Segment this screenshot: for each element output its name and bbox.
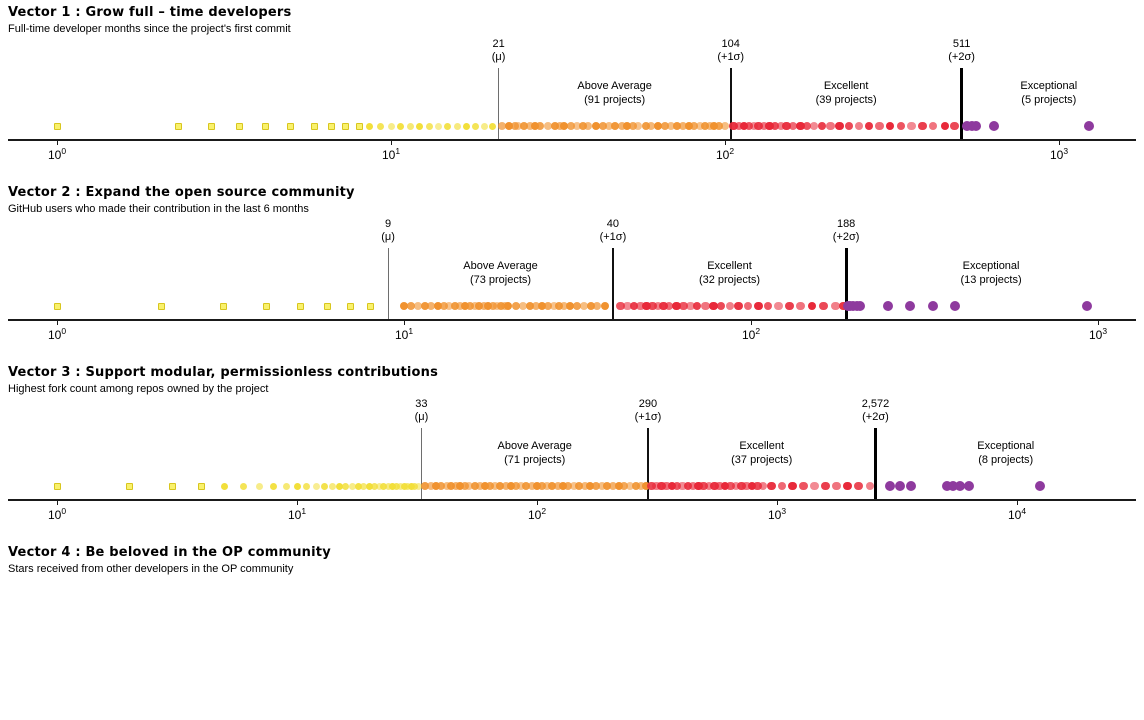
data-point-square <box>287 123 294 130</box>
zone-count: (37 projects) <box>731 454 793 466</box>
data-point-square <box>198 483 205 490</box>
data-point-square <box>311 123 318 130</box>
data-point <box>721 122 729 130</box>
zone-name: Exceptional <box>1020 80 1078 92</box>
data-point <box>377 123 384 130</box>
s2-line <box>874 428 877 500</box>
s1-value: 40 <box>606 218 620 230</box>
data-point <box>744 302 753 311</box>
data-point <box>883 301 893 311</box>
zone-name: Exceptional <box>962 260 1020 272</box>
data-point <box>601 302 609 310</box>
data-point <box>221 483 228 490</box>
data-point <box>774 302 783 311</box>
x-axis-tick-label: $10^3$ <box>1088 326 1108 342</box>
data-point <box>831 302 840 311</box>
s1-value: 290 <box>638 398 658 410</box>
data-point-square <box>54 483 61 490</box>
data-point <box>928 301 938 311</box>
x-axis-tick <box>751 321 752 325</box>
vector-2-section <box>0 180 1144 360</box>
data-point <box>388 123 395 130</box>
zone-count: (8 projects) <box>978 454 1034 466</box>
data-point <box>971 121 981 131</box>
data-point <box>283 483 290 490</box>
x-axis-tick <box>1098 321 1099 325</box>
data-point <box>799 482 808 491</box>
data-point <box>918 122 927 131</box>
data-point <box>826 122 835 131</box>
data-point-square <box>262 123 269 130</box>
data-point-square <box>324 303 331 310</box>
data-point-square <box>54 123 61 130</box>
data-point <box>855 122 864 131</box>
data-point <box>593 302 601 310</box>
x-axis-tick <box>537 501 538 505</box>
x-axis-tick <box>57 141 58 145</box>
s2-value: 188 <box>836 218 856 230</box>
s1-threshold-label <box>600 218 627 244</box>
data-point <box>810 482 819 491</box>
data-point <box>819 302 828 311</box>
s1-threshold-label <box>635 398 662 424</box>
data-point-square <box>236 123 243 130</box>
x-axis-tick-label: $10^3$ <box>767 506 787 522</box>
data-point-square <box>297 303 304 310</box>
zone-name: Above Average <box>463 260 538 272</box>
vector-4-section <box>0 540 1144 720</box>
chart-subtitle: Highest fork count among repos owned by the project <box>8 383 269 395</box>
data-point <box>726 302 735 311</box>
chart-title: Vector 3 : Support modular, permissionless contributions <box>8 365 439 380</box>
zone-label-exceptional <box>977 439 1034 467</box>
mu-threshold-label <box>492 38 506 64</box>
data-point <box>416 123 423 130</box>
s1-tag: (+1σ) <box>634 411 662 423</box>
data-point <box>717 302 726 311</box>
data-point <box>407 123 414 130</box>
s2-threshold-label <box>833 218 860 244</box>
data-point <box>270 483 277 490</box>
x-axis-tick-label: $10^2$ <box>527 506 547 522</box>
data-point <box>734 302 743 311</box>
chart-subtitle: GitHub users who made their contribution in the last 6 months <box>8 203 309 215</box>
zone-label-above-average <box>463 259 537 287</box>
x-axis-tick <box>391 141 392 145</box>
s2-tag: (+2σ) <box>948 51 975 63</box>
x-axis-tick-label: $10^3$ <box>1049 146 1069 162</box>
x-axis-tick <box>1059 141 1060 145</box>
data-point-square <box>342 123 349 130</box>
data-point-square <box>367 303 374 310</box>
s1-tag: (+1σ) <box>599 231 627 243</box>
chart-title: Vector 2 : Expand the open source community <box>8 185 355 200</box>
data-point <box>764 302 773 311</box>
x-axis-line <box>8 499 1136 501</box>
zone-label-excellent <box>699 259 760 287</box>
s1-threshold-label <box>717 38 744 64</box>
data-point <box>832 482 841 491</box>
chart-subtitle: Full-time developer months since the project's first commit <box>8 23 291 35</box>
data-point-square <box>126 483 133 490</box>
mu-threshold-label <box>415 398 429 424</box>
data-point <box>855 301 865 311</box>
x-axis-tick <box>57 501 58 505</box>
data-point <box>256 483 263 490</box>
x-axis-tick <box>57 321 58 325</box>
zone-count: (32 projects) <box>698 274 761 286</box>
data-point <box>313 483 320 490</box>
data-point <box>989 121 999 131</box>
s1-tag: (+1σ) <box>717 51 745 63</box>
data-point-square <box>220 303 227 310</box>
data-point-square <box>175 123 182 130</box>
zone-count: (5 projects) <box>1021 94 1077 106</box>
mu-tag: (μ) <box>414 411 429 423</box>
zone-label-above-average <box>577 79 651 107</box>
zone-name: Excellent <box>823 80 869 92</box>
zone-name: Above Average <box>577 80 652 92</box>
data-point <box>854 482 863 491</box>
data-point <box>895 481 905 491</box>
data-point <box>875 122 884 131</box>
data-point <box>444 123 451 130</box>
data-point <box>886 122 895 131</box>
s2-tag: (+2σ) <box>862 411 889 423</box>
data-point <box>821 482 830 491</box>
s2-threshold-label <box>948 38 975 64</box>
data-point <box>489 123 496 130</box>
x-axis-tick <box>404 321 405 325</box>
data-point <box>1035 481 1045 491</box>
x-axis-tick <box>725 141 726 145</box>
zone-label-above-average <box>497 439 571 467</box>
data-point <box>941 122 950 131</box>
data-point <box>463 123 470 130</box>
zone-name: Above Average <box>497 440 572 452</box>
data-point-square <box>347 303 354 310</box>
data-point <box>321 483 328 490</box>
data-point <box>1084 121 1094 131</box>
data-point <box>481 123 488 130</box>
data-point <box>767 482 776 491</box>
data-point-square <box>356 123 363 130</box>
zone-label-exceptional <box>1020 79 1077 107</box>
zone-name: Excellent <box>739 440 785 452</box>
data-point <box>964 481 974 491</box>
data-point <box>808 302 817 311</box>
data-point <box>950 301 960 311</box>
vector-3-section <box>0 360 1144 540</box>
zone-name: Excellent <box>707 260 752 272</box>
data-point <box>329 483 336 490</box>
data-point <box>885 481 895 491</box>
x-axis-tick-label: $10^2$ <box>715 146 735 162</box>
data-point <box>397 123 404 130</box>
data-point <box>897 122 906 131</box>
chart-title: Vector 4 : Be beloved in the OP community <box>8 545 331 560</box>
x-axis-tick <box>1017 501 1018 505</box>
x-axis-line <box>8 319 1136 321</box>
zone-count: (91 projects) <box>584 94 646 106</box>
data-point <box>472 123 479 130</box>
zone-label-excellent <box>731 439 792 467</box>
zone-label-exceptional <box>960 259 1021 287</box>
x-axis-tick-label: $10^0$ <box>47 326 67 342</box>
data-point <box>905 301 915 311</box>
x-axis-tick-label: $10^4$ <box>1007 506 1027 522</box>
zone-name: Exceptional <box>977 440 1035 452</box>
data-point <box>366 123 373 130</box>
mu-value: 21 <box>492 38 505 50</box>
data-point <box>1082 301 1092 311</box>
x-axis-tick-label: $10^1$ <box>394 326 414 342</box>
data-point <box>843 482 852 491</box>
s2-value: 2,572 <box>861 398 890 410</box>
data-point <box>435 123 442 130</box>
data-point <box>693 302 702 311</box>
data-point <box>818 122 827 131</box>
data-point <box>294 483 301 490</box>
mu-tag: (μ) <box>381 231 395 243</box>
x-axis-tick-label: $10^1$ <box>287 506 307 522</box>
data-point <box>865 122 874 131</box>
s1-value: 104 <box>721 38 740 50</box>
data-point <box>835 122 844 131</box>
data-point <box>950 122 959 131</box>
data-point <box>426 123 433 130</box>
zone-count: (71 projects) <box>504 454 566 466</box>
x-axis-tick-label: $10^0$ <box>47 146 67 162</box>
chart-title: Vector 1 : Grow full – time developers <box>8 5 292 20</box>
s2-threshold-label <box>862 398 890 424</box>
mu-value: 9 <box>385 218 392 230</box>
data-point <box>907 122 916 131</box>
mu-value: 33 <box>415 398 428 410</box>
x-axis-tick-label: $10^0$ <box>47 506 67 522</box>
data-point <box>454 123 461 130</box>
data-point <box>906 481 916 491</box>
data-point <box>754 302 763 311</box>
data-point-square <box>328 123 335 130</box>
x-axis-tick <box>297 501 298 505</box>
data-point <box>845 122 854 131</box>
mu-line <box>388 248 389 320</box>
data-point <box>778 482 787 491</box>
data-point <box>929 122 938 131</box>
x-axis-tick-label: $10^1$ <box>381 146 401 162</box>
data-point-square <box>208 123 215 130</box>
zone-count: (39 projects) <box>815 94 877 106</box>
x-axis-tick-label: $10^2$ <box>741 326 761 342</box>
data-point <box>785 302 794 311</box>
data-point <box>866 482 875 491</box>
data-point-square <box>158 303 165 310</box>
vector-1-section <box>0 0 1144 180</box>
s2-value: 511 <box>952 38 971 50</box>
s2-tag: (+2σ) <box>832 231 860 243</box>
zone-label-excellent <box>816 79 877 107</box>
mu-tag: (μ) <box>491 51 506 63</box>
data-point <box>240 483 247 490</box>
zone-count: (73 projects) <box>469 274 532 286</box>
mu-threshold-label <box>381 218 395 244</box>
data-point-square <box>263 303 270 310</box>
data-point <box>759 482 768 491</box>
zone-count: (13 projects) <box>960 274 1022 286</box>
x-axis-line <box>8 139 1136 141</box>
s1-line <box>612 248 614 320</box>
data-point-square <box>54 303 61 310</box>
data-point-square <box>169 483 176 490</box>
chart-subtitle: Stars received from other developers in the OP community <box>8 563 294 575</box>
x-axis-tick <box>777 501 778 505</box>
data-point <box>788 482 797 491</box>
data-point <box>303 483 310 490</box>
data-point <box>796 302 805 311</box>
